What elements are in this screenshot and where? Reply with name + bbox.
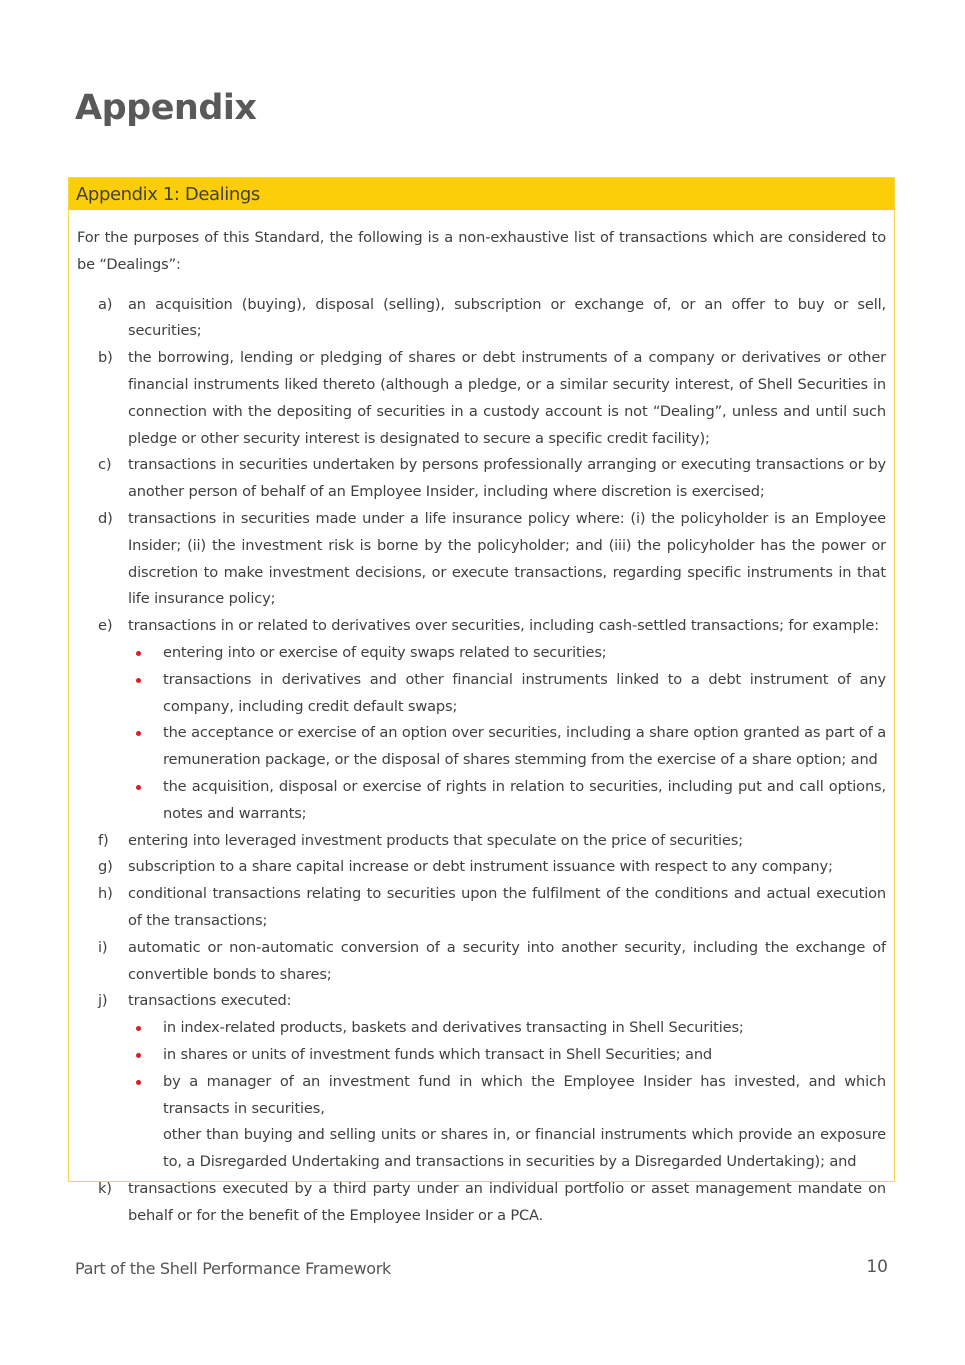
list-marker: j)	[98, 992, 108, 1010]
sub-bullet-item	[128, 667, 886, 721]
red-bullet-icon	[128, 640, 163, 667]
list-item-text: subscription to a share capital increase or debt instrument issuance with respect to any company;	[128, 858, 833, 876]
list-item-f	[77, 828, 886, 855]
red-bullet-icon	[128, 667, 163, 721]
list-marker: b)	[98, 349, 113, 367]
sub-bullet-text: transactions in derivatives and other financial instruments linked to a debt instrument of any company, including credit default swaps;	[163, 670, 886, 715]
list-item-text: an acquisition (buying), disposal (selling), subscription or exchange of, or an offer to buy or sell, securities;	[128, 295, 886, 340]
red-bullet-icon	[128, 1015, 163, 1042]
list-item-e	[77, 613, 886, 827]
red-bullet-icon	[128, 1069, 163, 1123]
list-marker: g)	[98, 858, 113, 876]
list-marker: f)	[98, 831, 109, 849]
red-bullet-icon	[128, 774, 163, 828]
page-number: 10	[866, 1257, 888, 1277]
sub-bullet-text: the acceptance or exercise of an option over securities, including a share option granted as part of a remuneration package, or the disposal of shares stemming from the exercise of a share option; and	[163, 724, 886, 769]
list-item-text: entering into leveraged investment products that speculate on the price of securities;	[128, 831, 743, 849]
intro-paragraph: For the purposes of this Standard, the following is a non-exhaustive list of transactions which are considered to be “Dealings”:	[77, 229, 886, 273]
appendix-box	[68, 177, 895, 1224]
appendix-body	[69, 210, 894, 1229]
list-item-i	[77, 935, 886, 989]
list-item-h	[77, 881, 886, 935]
list-marker: c)	[98, 456, 112, 474]
sub-bullet-item	[128, 1042, 886, 1069]
list-item-a	[77, 292, 886, 346]
list-marker: d)	[98, 509, 113, 527]
list-item-text: transactions executed by a third party under an individual portfolio or asset management mandate on behalf or for the benefit of the Employee Insider or a PCA.	[128, 1179, 886, 1224]
sub-bullet-item	[128, 720, 886, 774]
list-item-text: the borrowing, lending or pledging of shares or debt instruments of a company or derivatives or other financial instruments liked thereto (although a pledge, or a similar security interest, of Shell Securities in connection with the depositing of securities in a custody account is not “Dealing”, unless and until such pledge or other security interest is designated to secure a specific credit facility);	[128, 349, 886, 447]
red-bullet-icon	[128, 720, 163, 774]
list-marker: i)	[98, 938, 108, 956]
list-item-text: transactions in securities made under a life insurance policy where: (i) the policyholder is an Employee Insider; (ii) the investment risk is borne by the policyholder; and (iii) the policyholder has the power or discretion to make investment decisions, or execute transactions, regarding specific instruments in that life insurance policy;	[128, 509, 886, 608]
list-item-b	[77, 345, 886, 452]
sub-bullet-text: entering into or exercise of equity swaps related to securities;	[163, 643, 607, 661]
list-item-k	[77, 1176, 886, 1230]
list-item-j	[77, 988, 886, 1176]
red-bullet-icon	[128, 1042, 163, 1069]
footer-text: Part of the Shell Performance Framework	[75, 1259, 391, 1278]
sub-bullet-text: the acquisition, disposal or exercise of rights in relation to securities, including put and call options, notes and warrants;	[163, 777, 886, 822]
list-item-d	[77, 506, 886, 613]
sub-bullet-item	[128, 640, 886, 667]
sub-bullet-item	[128, 1069, 886, 1123]
page-title: Appendix	[75, 88, 257, 128]
list-item-g	[77, 854, 886, 881]
list-item-c	[77, 452, 886, 506]
appendix-heading: Appendix 1: Dealings	[69, 178, 894, 210]
list-marker: e)	[98, 617, 113, 635]
list-marker: k)	[98, 1179, 112, 1197]
list-item-text: transactions in securities undertaken by persons professionally arranging or executing transactions or by another person of behalf of an Employee Insider, including where discretion is exercised;	[128, 456, 886, 501]
list-item-text: transactions in or related to derivatives over securities, including cash-settled transactions; for example:	[128, 617, 879, 635]
sub-bullet-text: by a manager of an investment fund in which the Employee Insider has invested, and which transacts in securities,	[163, 1072, 886, 1117]
list-marker: a)	[98, 295, 113, 313]
sub-bullet-text: in shares or units of investment funds which transact in Shell Securities; and	[163, 1045, 713, 1063]
list-item-text: conditional transactions relating to securities upon the fulfilment of the conditions and actual execution of the transactions;	[128, 885, 886, 929]
sub-bullet-text: in index-related products, baskets and derivatives transacting in Shell Securities;	[163, 1019, 744, 1037]
list-item-text: transactions executed:	[128, 992, 292, 1010]
list-marker: h)	[98, 885, 113, 903]
sub-bullet-continuation: other than buying and selling units or shares in, or financial instruments which provide an exposure to, a Disregarded Undertaking and transactions in securities by a Disregarded Undertaking); and	[163, 1126, 886, 1171]
list-item-text: automatic or non-automatic conversion of a security into another security, including the exchange of convertible bonds to shares;	[128, 938, 886, 983]
sub-bullet-item	[128, 774, 886, 828]
sub-bullet-item	[128, 1015, 886, 1042]
